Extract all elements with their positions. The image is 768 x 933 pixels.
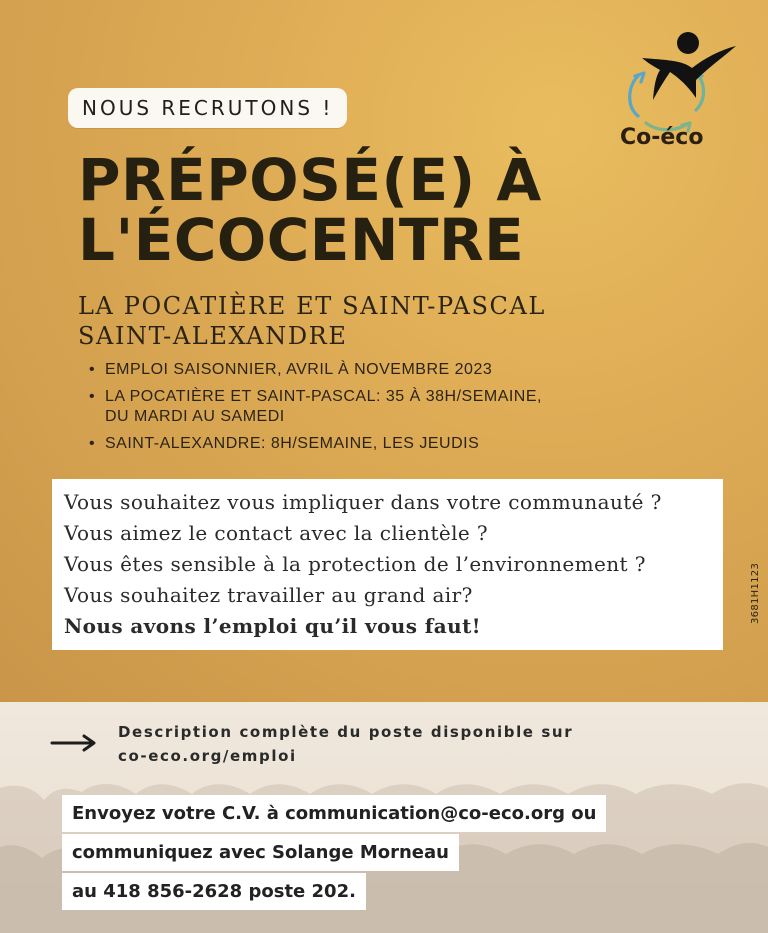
contact-line-2-text: communiquez avec Solange Morneau: [72, 842, 449, 863]
job-title-line-1: PRÉPOSÉ(E) À: [78, 146, 542, 214]
job-detail-item: [105, 360, 585, 380]
job-description-line-1: Description complète du poste disponible sur: [118, 723, 574, 741]
closing-statement: Nous avons l’emploi qu’il vous faut!: [64, 614, 481, 638]
hiring-pill: [68, 88, 347, 128]
question-1: Vous souhaitez vous impliquer dans votre communauté ?: [64, 490, 662, 514]
job-detail-item: [105, 387, 585, 427]
contact-line-3-text: au 418 856-2628 poste 202.: [72, 881, 356, 902]
job-description-link[interactable]: co-eco.org/emploi: [118, 747, 297, 765]
contact-callout: [62, 795, 662, 912]
location-line-1: LA POCATIÈRE ET SAINT-PASCAL: [78, 292, 546, 320]
job-detail-text: SAINT-ALEXANDRE: 8H/SEMAINE, LES JEUDIS: [105, 435, 480, 452]
logo-text: Co-éco: [620, 125, 704, 150]
job-description-note: [118, 720, 638, 768]
right-arrow-icon: [50, 732, 100, 754]
job-detail-text: EMPLOI SAISONNIER, AVRIL À NOVEMBRE 2023: [105, 361, 493, 378]
recycling-arrow-icon: [630, 76, 638, 116]
contact-line-1: [62, 795, 606, 832]
job-detail-item: [105, 434, 585, 454]
location-line-2: SAINT-ALEXANDRE: [78, 322, 348, 350]
contact-line-1-text: Envoyez votre C.V. à communication@co-eco.org ou: [72, 803, 597, 824]
logo-person-head-icon: [677, 32, 699, 54]
question-2: Vous aimez le contact avec la clientèle ?: [64, 521, 489, 545]
contact-line-2: [62, 834, 459, 871]
job-detail-text: • LA POCATIÈRE ET SAINT-PASCAL: 35 À 38H/SEMAINE,: [105, 388, 542, 405]
questions-box: [52, 479, 723, 650]
question-4: Vous souhaitez travailler au grand air?: [64, 583, 473, 607]
bottom-panel: [0, 702, 768, 933]
job-details-list: [105, 360, 585, 461]
hiring-pill-text: NOUS RECRUTONS !: [82, 96, 334, 120]
job-title: [78, 146, 598, 274]
side-code: 3681H1123: [750, 562, 761, 624]
logo-person-body-icon: [642, 46, 736, 100]
job-detail-text-continued: DU MARDI AU SAMEDI: [105, 408, 285, 425]
contact-line-3: [62, 873, 366, 910]
question-3: Vous êtes sensible à la protection de l’environnement ?: [64, 552, 646, 576]
job-title-line-2: L'ÉCOCENTRE: [78, 206, 525, 274]
